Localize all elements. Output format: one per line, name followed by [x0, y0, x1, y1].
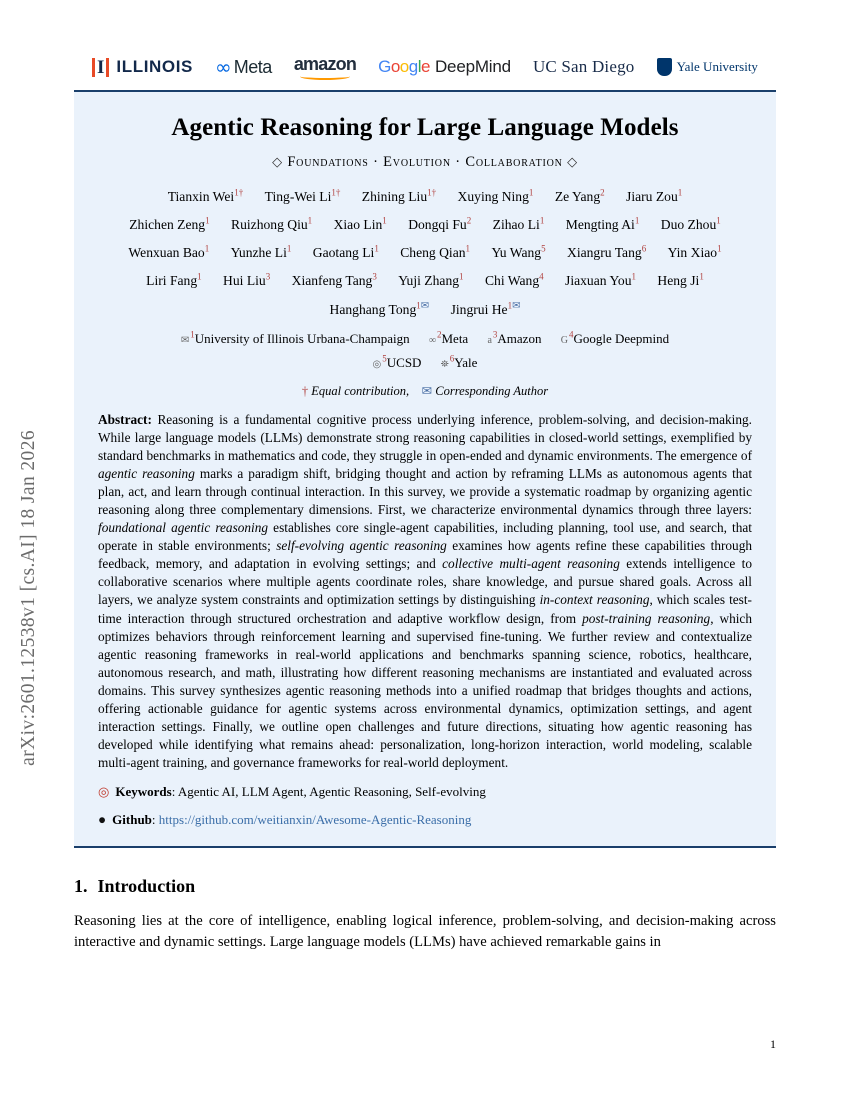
keywords-label: Keywords — [115, 784, 172, 800]
author: Jingrui He$^{1✉}$ — [450, 300, 521, 318]
ucsd-small-icon: ◎ — [372, 359, 382, 371]
yale-small-icon: ⛯ — [440, 359, 449, 371]
keywords-row — [98, 784, 752, 800]
github-label: Github — [112, 812, 152, 828]
subtitle-item-evolution: Evolution — [383, 154, 451, 170]
logo-illinois — [92, 57, 193, 77]
google-small-icon: G — [560, 335, 568, 347]
author-footnote — [98, 383, 752, 399]
github-row[interactable] — [98, 812, 752, 828]
diamond-right-icon: ◇ — [567, 154, 578, 169]
dagger-symbol: † — [301, 383, 309, 398]
abstract-part-italic: foundational agentic reasoning — [98, 520, 269, 536]
author-row — [98, 272, 752, 290]
affiliation-row — [98, 329, 752, 349]
logo-meta — [215, 57, 272, 78]
author: Mengting Ai$^1$ — [565, 215, 640, 232]
affiliation-google-deepmind: G$^4$Google Deepmind — [560, 330, 670, 347]
affiliation-yale: ⛯$^6$Yale — [440, 353, 478, 371]
abstract-part: marks a paradigm shift, bridging thought and action by reframing LLMs as autonomous agents that plan, act, and learn through continual interaction. In this survey, we provide a systematic roadmap by organizing agentic reasoning along three complementary dimensions. First, we characterize environmental dynamics through three layers: — [98, 465, 753, 518]
meta-wordmark: Meta — [233, 56, 272, 77]
equal-contribution-note: Equal contribution, — [311, 383, 410, 398]
author: Wenxuan Bao$^1$ — [128, 243, 210, 260]
affiliation-amazon: a$^3$Amazon — [487, 330, 542, 347]
affiliation-illinois: ✉$^1$University of Illinois Urbana-Champaign — [180, 330, 410, 347]
github-icon: ● — [98, 812, 107, 828]
diamond-left-icon: ◇ — [272, 154, 283, 169]
author-row — [98, 215, 752, 233]
subtitle-separator-1: · — [373, 154, 379, 170]
section-heading-introduction — [74, 876, 776, 897]
abstract-label: Abstract: — [98, 411, 152, 427]
logo-yale — [657, 58, 758, 76]
author: Dongqi Fu$^2$ — [408, 215, 472, 232]
abstract-part: Reasoning is a fundamental cognitive process underlying inference, problem-solving, and decision-making. While large language models (LLMs) demonstrate strong reasoning capabilities in closed-world settings, exemplified by standard benchmarks in mathematics and code, they struggle in open-ended and dynamic environments. The emergence of — [98, 411, 752, 463]
meta-infinity-icon: ∞ — [215, 55, 229, 79]
envelope-icon: ✉ — [421, 383, 433, 398]
abstract-part: examines how agents refine these capabilities through feedback, memory, and adaptation in evolving settings; and — [98, 538, 752, 572]
abstract-part-italic: in-context reasoning — [539, 592, 650, 608]
author: Jiaxuan You$^1$ — [565, 271, 636, 289]
subtitle-item-foundations: Foundations — [287, 154, 369, 170]
abstract-text — [98, 411, 752, 773]
author: Zihao Li$^1$ — [492, 215, 545, 232]
author: Chi Wang$^4$ — [484, 271, 544, 289]
paper-content — [74, 46, 776, 952]
author: Heng Ji$^1$ — [657, 271, 704, 289]
target-icon: ◎ — [98, 784, 110, 800]
abstract-part: , which optimizes behaviors through reinforcement learning and supervised fine-tuning. We further review and contextualize agentic reasoning frameworks in real-world applications and benchmarks spanning science, robotics, healthcare, autonomous research, and math, illustrating how different reasoning mechanisms are instantiated and evaluated across domains. This survey synthesizes agentic reasoning methods into a unified roadmap that bridges thoughts and actions, offering actionable guidance for agentic systems across environmental dynamics, optimization settings, and agent interaction settings. Finally, we outline open challenges and future directions, situating how agentic reasoning has developed while identifying what remains ahead: personalization, long-horizon interaction, world modeling, scalable multi-agent training, and governance frameworks for real-world deployment. — [98, 610, 752, 771]
author: Ruizhong Qiu$^1$ — [231, 215, 313, 232]
abstract-part-italic: post-training reasoning — [582, 610, 711, 626]
author: Yu Wang$^5$ — [491, 243, 546, 260]
author: Zhichen Zeng$^1$ — [129, 215, 210, 232]
envelope-icon: ✉ — [420, 300, 430, 312]
author: Xianfeng Tang$^3$ — [291, 271, 377, 289]
author: Yin Xiao$^1$ — [667, 243, 722, 260]
author: Duo Zhou$^1$ — [660, 215, 721, 232]
keywords-value: Agentic AI, LLM Agent, Agentic Reasoning, Self-evolving — [177, 784, 486, 800]
abstract-part: , which scales test-time interaction through structured orchestration and adaptive workflow design, from — [98, 592, 752, 626]
page-number: 1 — [770, 1037, 776, 1051]
author: Xiao Lin$^1$ — [333, 215, 387, 232]
affiliation-ucsd: ◎$^5$UCSD — [372, 353, 422, 371]
abstract-part: extends intelligence to collaborative scenarios where multiple agents coordinate roles, share knowledge, and pursue shared goals. Across all layers, we analyze system constraints and optimization settings by distinguishing — [98, 556, 752, 608]
author-row-corresponding — [98, 300, 752, 319]
author: Liri Fang$^1$ — [146, 271, 202, 289]
affiliation-logo-bar — [74, 46, 776, 90]
author-row — [98, 187, 752, 205]
subtitle-item-collaboration: Collaboration — [465, 154, 563, 170]
author: Xiangru Tang$^6$ — [567, 243, 647, 260]
author: Jiaru Zou$^1$ — [626, 187, 683, 204]
author: Cheng Qian$^1$ — [400, 243, 471, 260]
author: Gaotang Li$^1$ — [312, 243, 379, 260]
envelope-icon: ✉ — [512, 300, 521, 312]
author: Yunzhe Li$^1$ — [230, 243, 292, 260]
keywords-separator: : — [171, 784, 176, 800]
subtitle-separator-2: · — [455, 154, 461, 170]
introduction-paragraph: Reasoning lies at the core of intelligence, enabling logical inference, problem-solving, and decision-making across interactive and dynamic settings. Large language models (LLMs) have achieved remarkable gains in — [74, 913, 776, 950]
author: Xuying Ning$^1$ — [457, 187, 534, 204]
google-wordmark: Google — [378, 57, 430, 76]
illinois-wordmark: ILLINOIS — [116, 57, 193, 76]
affiliation-row — [98, 353, 752, 373]
logo-uc-san-diego — [533, 57, 635, 77]
amazon-smile-icon — [300, 73, 350, 80]
title-block — [74, 90, 776, 848]
author: Hanghang Tong$^{1✉}$ — [329, 300, 430, 318]
illinois-mark-icon: I — [92, 58, 109, 77]
deepmind-wordmark: DeepMind — [434, 57, 511, 76]
yale-wordmark: Yale University — [676, 59, 758, 74]
author: Zhining Liu$^{1\dagger}$ — [361, 187, 437, 204]
github-link[interactable]: https://github.com/weitianxin/Awesome-Agentic-Reasoning — [158, 812, 472, 828]
meta-small-icon: ∞ — [428, 335, 436, 347]
author: Ze Yang$^2$ — [554, 187, 605, 204]
logo-google-deepmind — [378, 57, 511, 77]
arxiv-stamp: arXiv:2601.12538v1 [cs.AI] 18 Jan 2026 — [18, 430, 39, 766]
affiliation-meta: ∞$^2$Meta — [428, 330, 469, 347]
abstract-part-italic: collective multi-agent reasoning — [442, 556, 620, 572]
corresponding-author-note: Corresponding Author — [435, 383, 549, 398]
abstract-part-italic: agentic reasoning — [98, 465, 195, 481]
github-separator: : — [151, 812, 156, 828]
author: Yuji Zhang$^1$ — [398, 271, 464, 289]
page-title: Agentic Reasoning for Large Language Models — [171, 114, 679, 141]
amazon-wordmark: amazon — [293, 54, 357, 74]
author-row — [98, 243, 752, 261]
section-number: 1. — [74, 876, 88, 897]
illinois-small-icon: ✉ — [180, 335, 190, 347]
abstract-part-italic: self-evolving agentic reasoning — [276, 538, 447, 554]
yale-shield-icon — [657, 58, 672, 76]
ucsd-wordmark: UC San Diego — [532, 57, 635, 76]
abstract-part: establishes core single-agent capabilities, including planning, tool use, and search, that operate in stable environments; — [98, 520, 752, 554]
author: Ting-Wei Li$^{1\dagger}$ — [264, 187, 341, 204]
author: Tianxin Wei$^{1\dagger}$ — [167, 187, 244, 204]
paper-subtitle — [98, 154, 752, 171]
author: Hui Liu$^3$ — [223, 271, 271, 289]
logo-amazon — [294, 54, 356, 80]
amazon-small-icon: a — [487, 335, 492, 347]
section-title: Introduction — [97, 876, 196, 897]
